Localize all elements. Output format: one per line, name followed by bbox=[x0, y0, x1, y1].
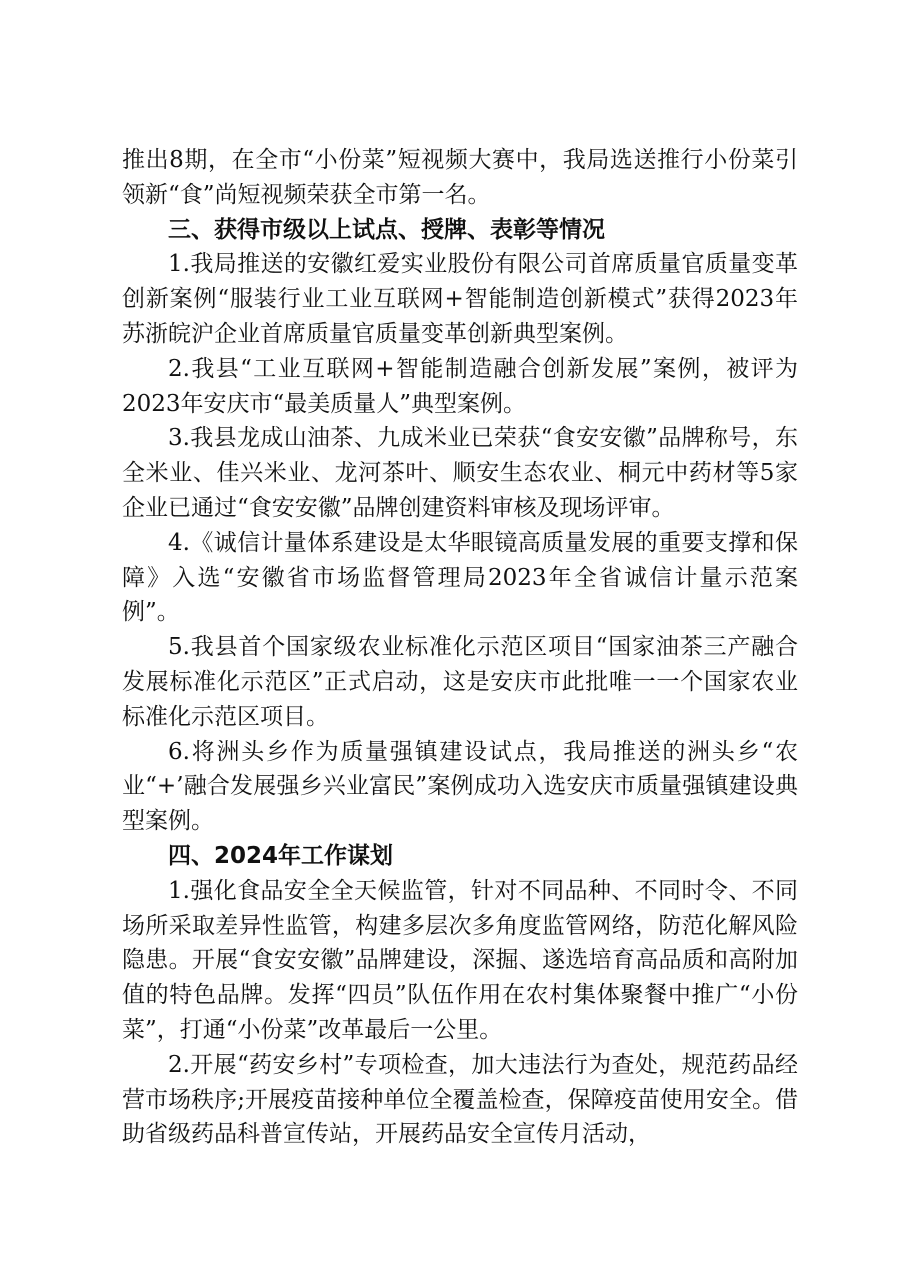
intro-paragraph: 推出8期，在全市“小份菜”短视频大赛中，我局选送推行小份菜引领新“食”尚短视频荣获全市第一名。 bbox=[122, 147, 798, 208]
document-body bbox=[122, 143, 798, 1152]
section-3-item-2: 2.我县“工业互联网+智能制造融合创新发展”案例，被评为2023年安庆市“最美质量人”典型案例。 bbox=[122, 355, 798, 417]
section-3-item-1: 1.我局推送的安徽红爱实业股份有限公司首席质量官质量变革创新案例“服装行业工业互联网+智能制造创新模式”获得2023年苏浙皖沪企业首席质量官质量变革创新典型案例。 bbox=[122, 251, 798, 347]
section-3-item-5: 5.我县首个国家级农业标准化示范区项目“国家油茶三产融合发展标准化示范区”正式启动，这是安庆市此批唯一一个国家农业标准化示范区项目。 bbox=[122, 634, 798, 730]
section-3-item-4: 4.《诚信计量体系建设是太华眼镜高质量发展的重要支撑和保障》入选“安徽省市场监督管理局2023年全省诚信计量示范案例”。 bbox=[122, 529, 798, 626]
section-4-item-2: 2.开展“药安乡村”专项检查，加大违法行为查处，规范药品经营市场秩序;开展疫苗接种单位全覆盖检查，保障疫苗使用安全。借助省级药品科普宣传站，开展药品安全宣传月活动， bbox=[122, 1051, 798, 1148]
section-4-heading: 四、2024年工作谋划 bbox=[168, 842, 394, 869]
section-3-heading: 三、获得市级以上试点、授牌、表彰等情况 bbox=[168, 216, 605, 243]
section-3-item-6: 6.将洲头乡作为质量强镇建设试点，我局推送的洲头乡“农业“+’融合发展强乡兴业富民”案例成功入选安庆市质量强镇建设典型案例。 bbox=[122, 738, 798, 835]
section-4-item-1: 1.强化食品安全全天候监管，针对不同品种、不同时令、不同场所采取差异性监管，构建多层次多角度监管网络，防范化解风险隐患。开展“食安安徽”品牌建设，深掘、遂选培育高品质和高附加值的特色品牌。发挥“四员”队伍作用在农村集体聚餐中推广“小份菜”，打通“小份菜”改革最后一公里。 bbox=[122, 877, 798, 1043]
section-3-item-3: 3.我县龙成山油茶、九成米业已荣获“食安安徽”品牌称号，东全米业、佳兴米业、龙河茶叶、顺安生态农业、桐元中药材等5家企业已通过“食安安徽”品牌创建资料审核及现场评审。 bbox=[122, 425, 798, 521]
